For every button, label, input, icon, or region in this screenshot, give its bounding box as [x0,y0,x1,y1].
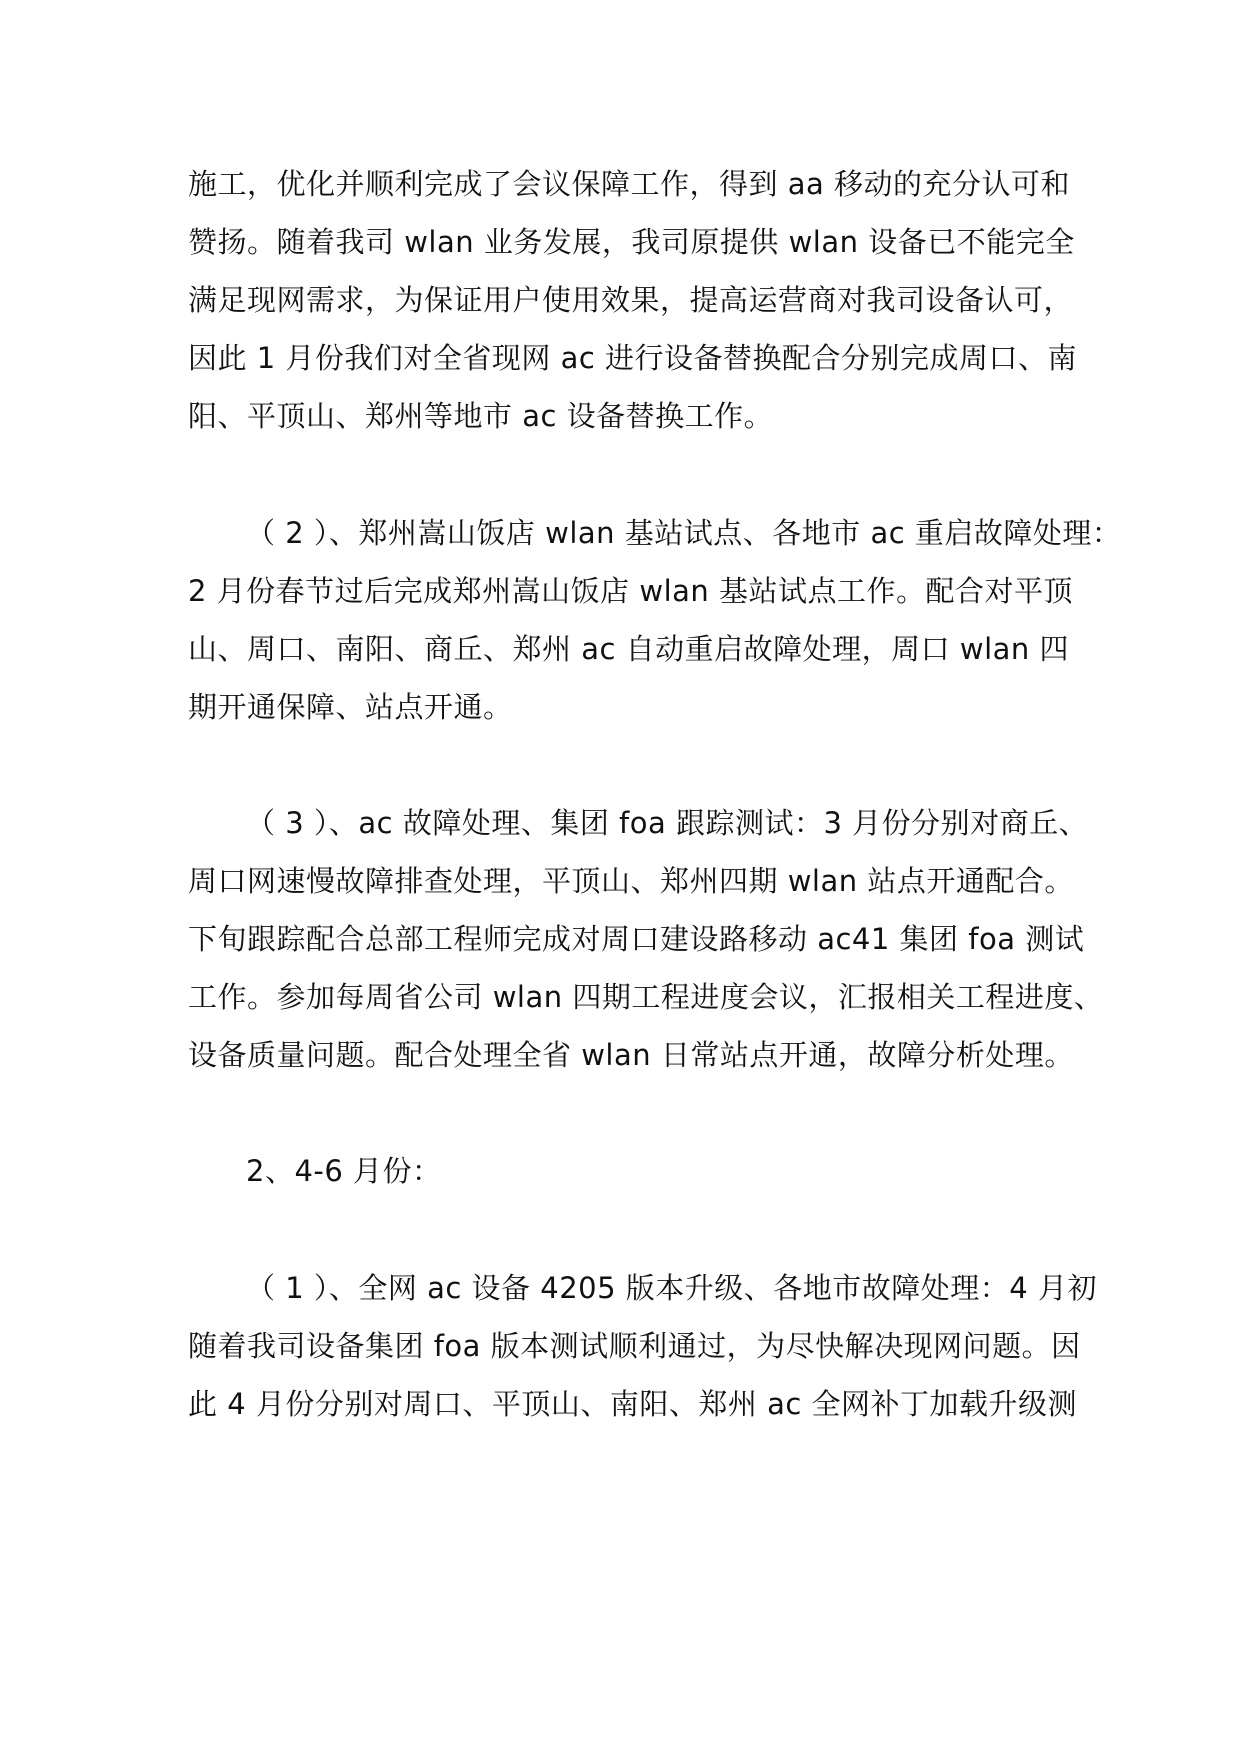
text-line: 期开通保障、站点开通。 [188,690,513,724]
text-line: 满足现网需求，为保证用户使用效果，提高运营商对我司设备认可， [188,283,1074,317]
text-line: 施工，优化并顺利完成了会议保障工作，得到 aa 移动的充分认可和 [188,167,1070,201]
text-line: 因此 1 月份我们对全省现网 ac 进行设备替换配合分别完成周口、南 [188,341,1078,375]
text-line: 赞扬。随着我司 wlan 业务发展，我司原提供 wlan 设备已不能完全 [188,225,1075,259]
text-line: 阳、平顶山、郑州等地市 ac 设备替换工作。 [188,399,774,433]
text-line: 山、周口、南阳、商丘、郑州 ac 自动重启故障处理，周口 wlan 四 [188,632,1070,666]
text-line: 工作。参加每周省公司 wlan 四期工程进度会议，汇报相关工程进度、 [188,980,1104,1014]
text-line: 随着我司设备集团 foa 版本测试顺利通过，为尽快解决现网问题。因 [188,1329,1081,1363]
text-line: 周口网速慢故障排查处理，平顶山、郑州四期 wlan 站点开通配合。 [188,864,1074,898]
section-heading-line: （ 2 ）、郑州嵩山饭店 wlan 基站试点、各地市 ac 重启故障处理： [246,516,1122,550]
text-line: 设备质量问题。配合处理全省 wlan 日常站点开通，故障分析处理。 [188,1038,1074,1072]
section-heading-line: 2、4-6 月份： [246,1154,442,1188]
section-heading-line: （ 1 ）、全网 ac 设备 4205 版本升级、各地市故障处理：4 月初 [246,1271,1097,1305]
section-heading-line: （ 3 ）、ac 故障处理、集团 foa 跟踪测试：3 月份分别对商丘、 [246,806,1089,840]
text-line: 下旬跟踪配合总部工程师完成对周口建设路移动 ac41 集团 foa 测试 [188,922,1085,956]
text-line: 此 4 月份分别对周口、平顶山、南阳、郑州 ac 全网补丁加载升级测 [188,1387,1078,1421]
text-line: 2 月份春节过后完成郑州嵩山饭店 wlan 基站试点工作。配合对平顶 [188,574,1074,608]
